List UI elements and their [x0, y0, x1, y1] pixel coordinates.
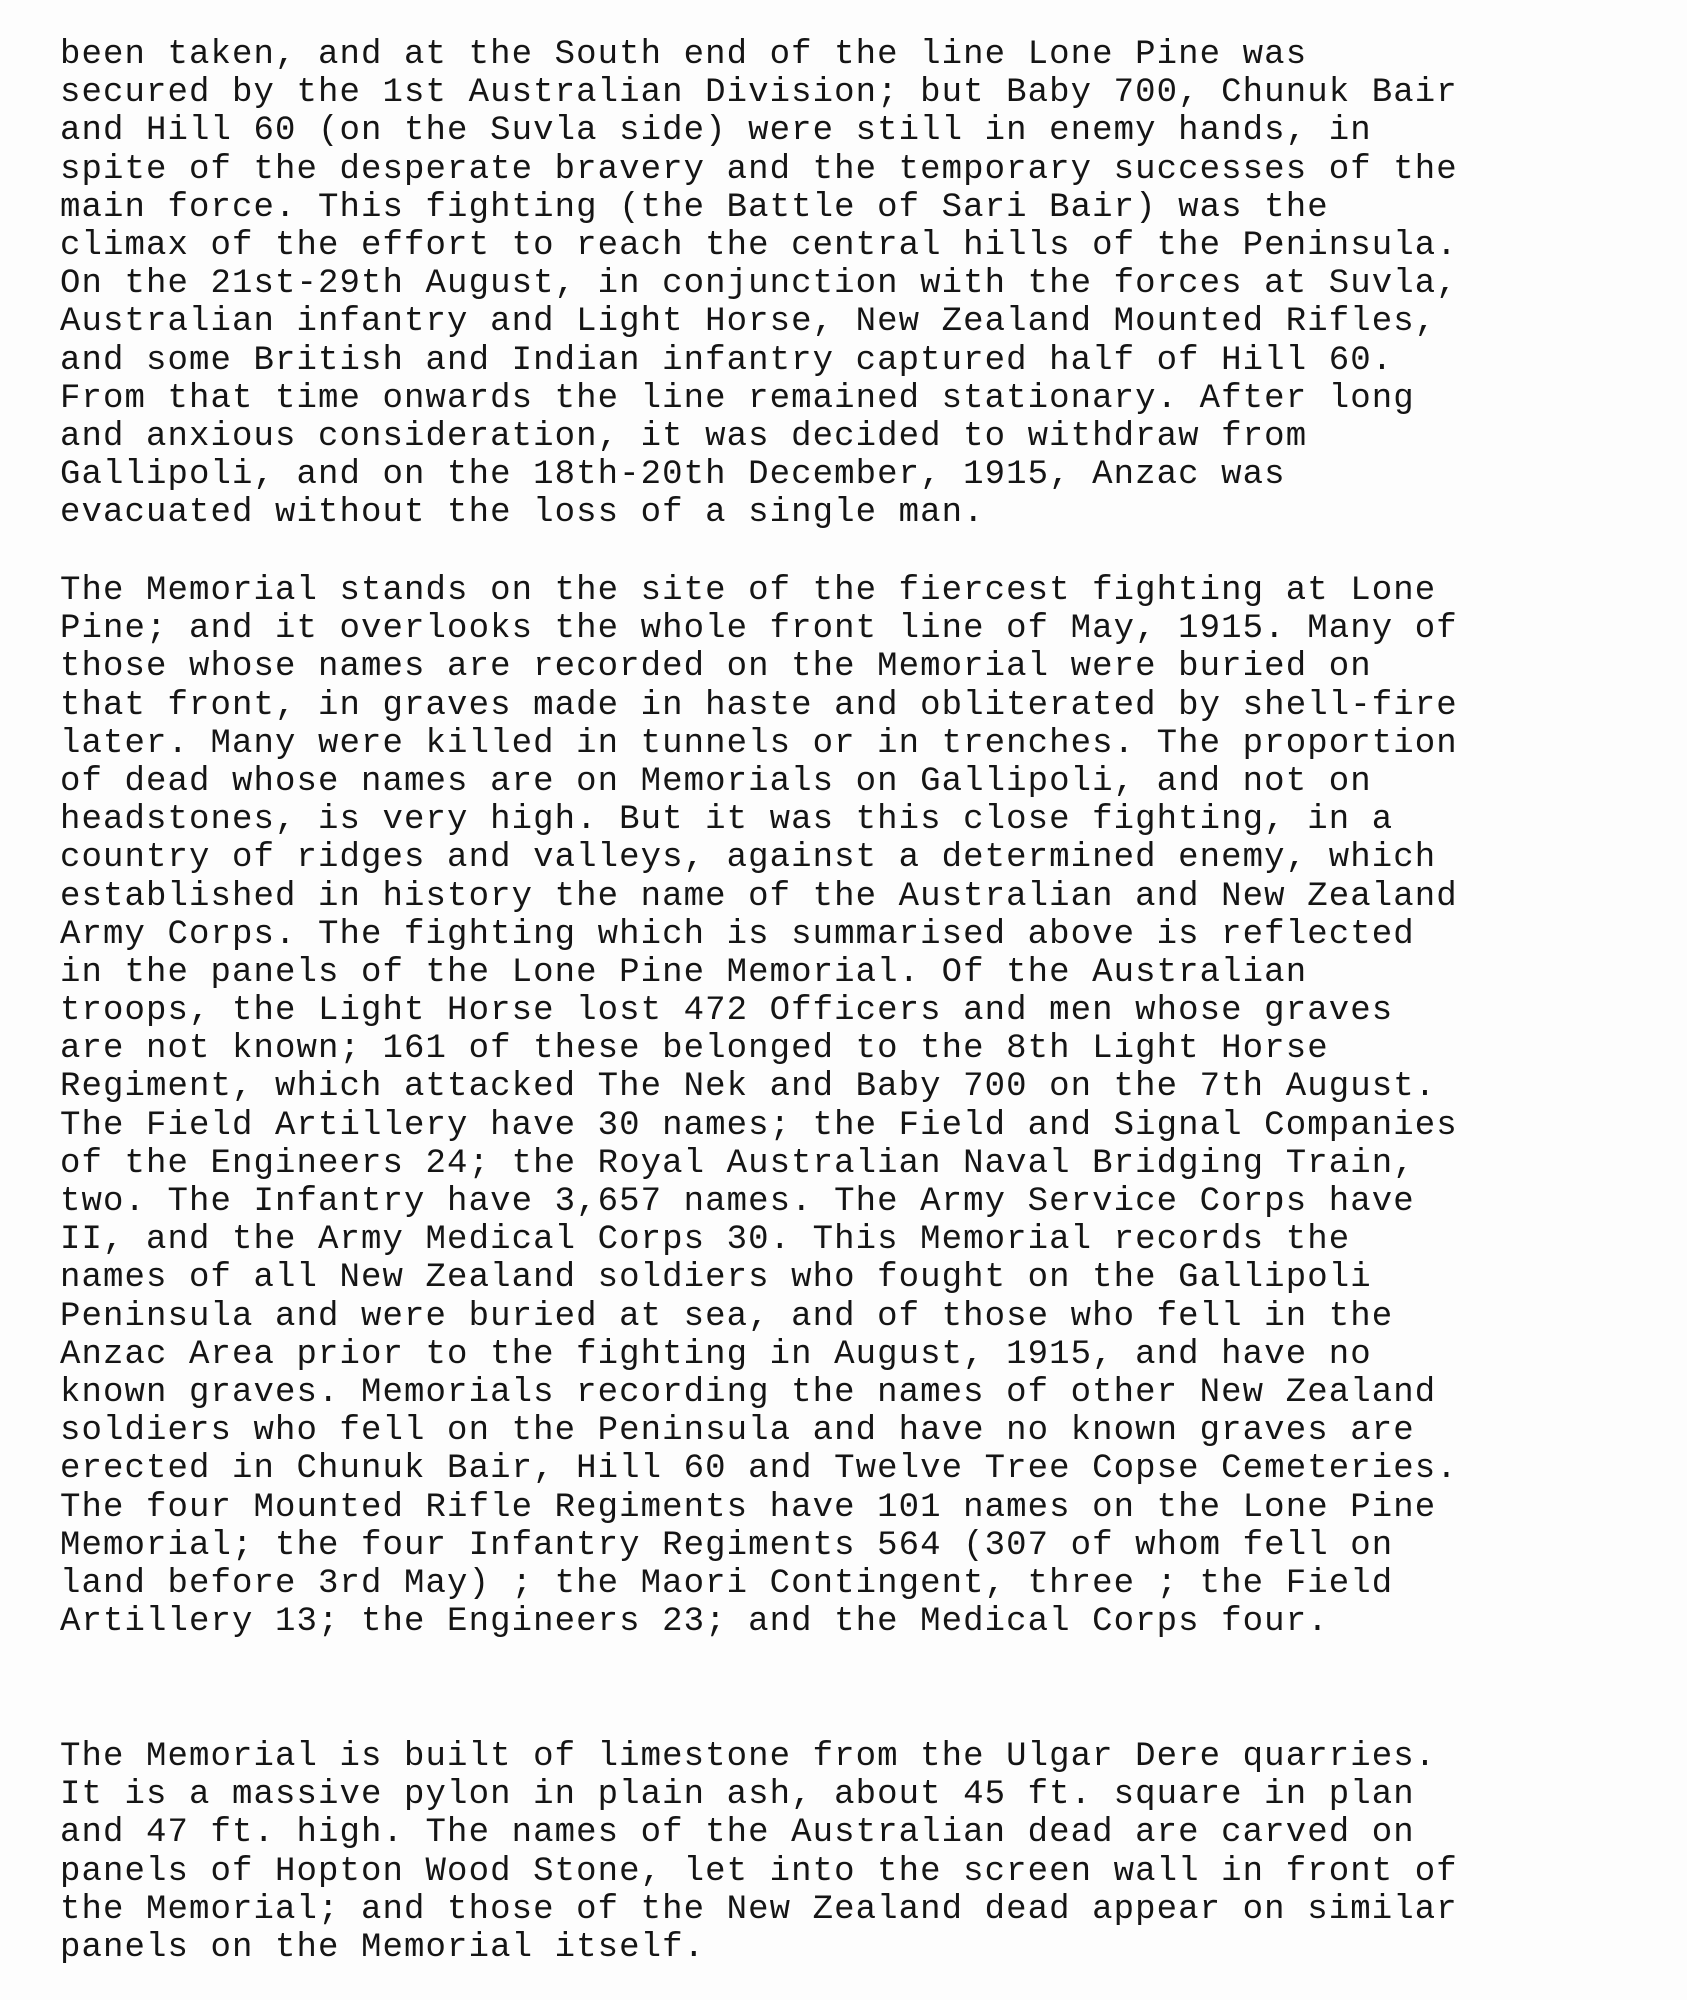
text-line: Australian infantry and Light Horse, New Zealand Mounted Rifles, [60, 303, 1437, 342]
text-line: Regiment, which attacked The Nek and Baby 700 on the 7th August. [60, 1068, 1437, 1107]
text-line: been taken, and at the South end of the line Lone Pine was [60, 36, 1308, 74]
text-line: From that time onwards the line remained stationary. After long [60, 379, 1415, 418]
text-line: names of all New Zealand soldiers who fought on the Gallipoli [60, 1259, 1372, 1298]
text-line: are not known; 161 of these belonged to the 8th Light Horse [60, 1030, 1329, 1069]
paragraph-anzac-campaign [60, 36, 1620, 532]
text-line: of the Engineers 24; the Royal Australian Naval Bridging Train, [60, 1144, 1415, 1183]
text-line: Gallipoli, and on the 18th-20th December, 1915, Anzac was [60, 456, 1286, 495]
text-line: evacuated without the loss of a single man. [60, 494, 985, 533]
text-line: soldiers who fell on the Peninsula and have no known graves are [60, 1412, 1415, 1451]
text-line: later. Many were killed in tunnels or in trenches. The proportion [60, 724, 1458, 763]
text-line: and anxious consideration, it was decided to withdraw from [60, 417, 1308, 456]
text-line: Pine; and it overlooks the whole front line of May, 1915. Many of [60, 610, 1458, 649]
text-line: headstones, is very high. But it was this close fighting, in a [60, 801, 1394, 840]
text-line: Army Corps. The fighting which is summarised above is reflected [60, 915, 1415, 954]
text-line: known graves. Memorials recording the names of other New Zealand [60, 1373, 1437, 1412]
text-line: Anzac Area prior to the fighting in August, 1915, and have no [60, 1335, 1372, 1374]
text-line: II, and the Army Medical Corps 30. This Memorial records the [60, 1221, 1351, 1260]
text-line: Peninsula and were buried at sea, and of those who fell in the [60, 1297, 1394, 1336]
text-line: established in history the name of the Australian and New Zealand [60, 877, 1458, 916]
text-line: in the panels of the Lone Pine Memorial. Of the Australian [60, 953, 1308, 992]
text-line: Memorial; the four Infantry Regiments 564 (307 of whom fell on [60, 1526, 1394, 1565]
text-line: two. The Infantry have 3,657 names. The Army Service Corps have [60, 1183, 1415, 1221]
text-line: panels on the Memorial itself. [60, 1928, 706, 1967]
text-line: The Memorial is built of limestone from the Ulgar Dere quarries. [60, 1738, 1437, 1776]
text-line: erected in Chunuk Bair, Hill 60 and Twelve Tree Copse Cemeteries. [60, 1450, 1458, 1489]
text-line: troops, the Light Horse lost 472 Officers and men whose graves [60, 992, 1394, 1031]
text-line: of dead whose names are on Memorials on Gallipoli, and not on [60, 762, 1372, 801]
text-line: spite of the desperate bravery and the temporary successes of the [60, 150, 1458, 189]
text-line: and Hill 60 (on the Suvla side) were still in enemy hands, in [60, 112, 1372, 151]
text-line: those whose names are recorded on the Memorial were buried on [60, 648, 1372, 687]
text-line: secured by the 1st Australian Division; but Baby 700, Chunuk Bair [60, 74, 1458, 113]
paragraph-memorial-names [60, 572, 1620, 1641]
text-line: and some British and Indian infantry captured half of Hill 60. [60, 341, 1394, 380]
text-line: Artillery 13; the Engineers 23; and the Medical Corps four. [60, 1603, 1329, 1642]
text-line: that front, in graves made in haste and obliterated by shell-fire [60, 686, 1458, 725]
text-line: land before 3rd May) ; the Maori Contingent, three ; the Field [60, 1564, 1394, 1603]
text-line: The four Mounted Rifle Regiments have 101 names on the Lone Pine [60, 1488, 1437, 1527]
text-line: main force. This fighting (the Battle of Sari Bair) was the [60, 188, 1329, 227]
text-line: It is a massive pylon in plain ash, about 45 ft. square in plan [60, 1776, 1415, 1815]
text-line: and 47 ft. high. The names of the Australian dead are carved on [60, 1814, 1415, 1853]
text-line: the Memorial; and those of the New Zealand dead appear on similar [60, 1890, 1458, 1929]
text-line: climax of the effort to reach the central hills of the Peninsula. [60, 226, 1458, 265]
text-line: panels of Hopton Wood Stone, let into the screen wall in front of [60, 1852, 1458, 1891]
text-line: On the 21st-29th August, in conjunction with the forces at Suvla, [60, 265, 1458, 304]
paragraph-memorial-construction [60, 1738, 1620, 1967]
text-line: The Field Artillery have 30 names; the Field and Signal Companies [60, 1106, 1458, 1145]
text-line: The Memorial stands on the site of the fiercest fighting at Lone [60, 572, 1437, 610]
text-line: country of ridges and valleys, against a determined enemy, which [60, 839, 1437, 878]
